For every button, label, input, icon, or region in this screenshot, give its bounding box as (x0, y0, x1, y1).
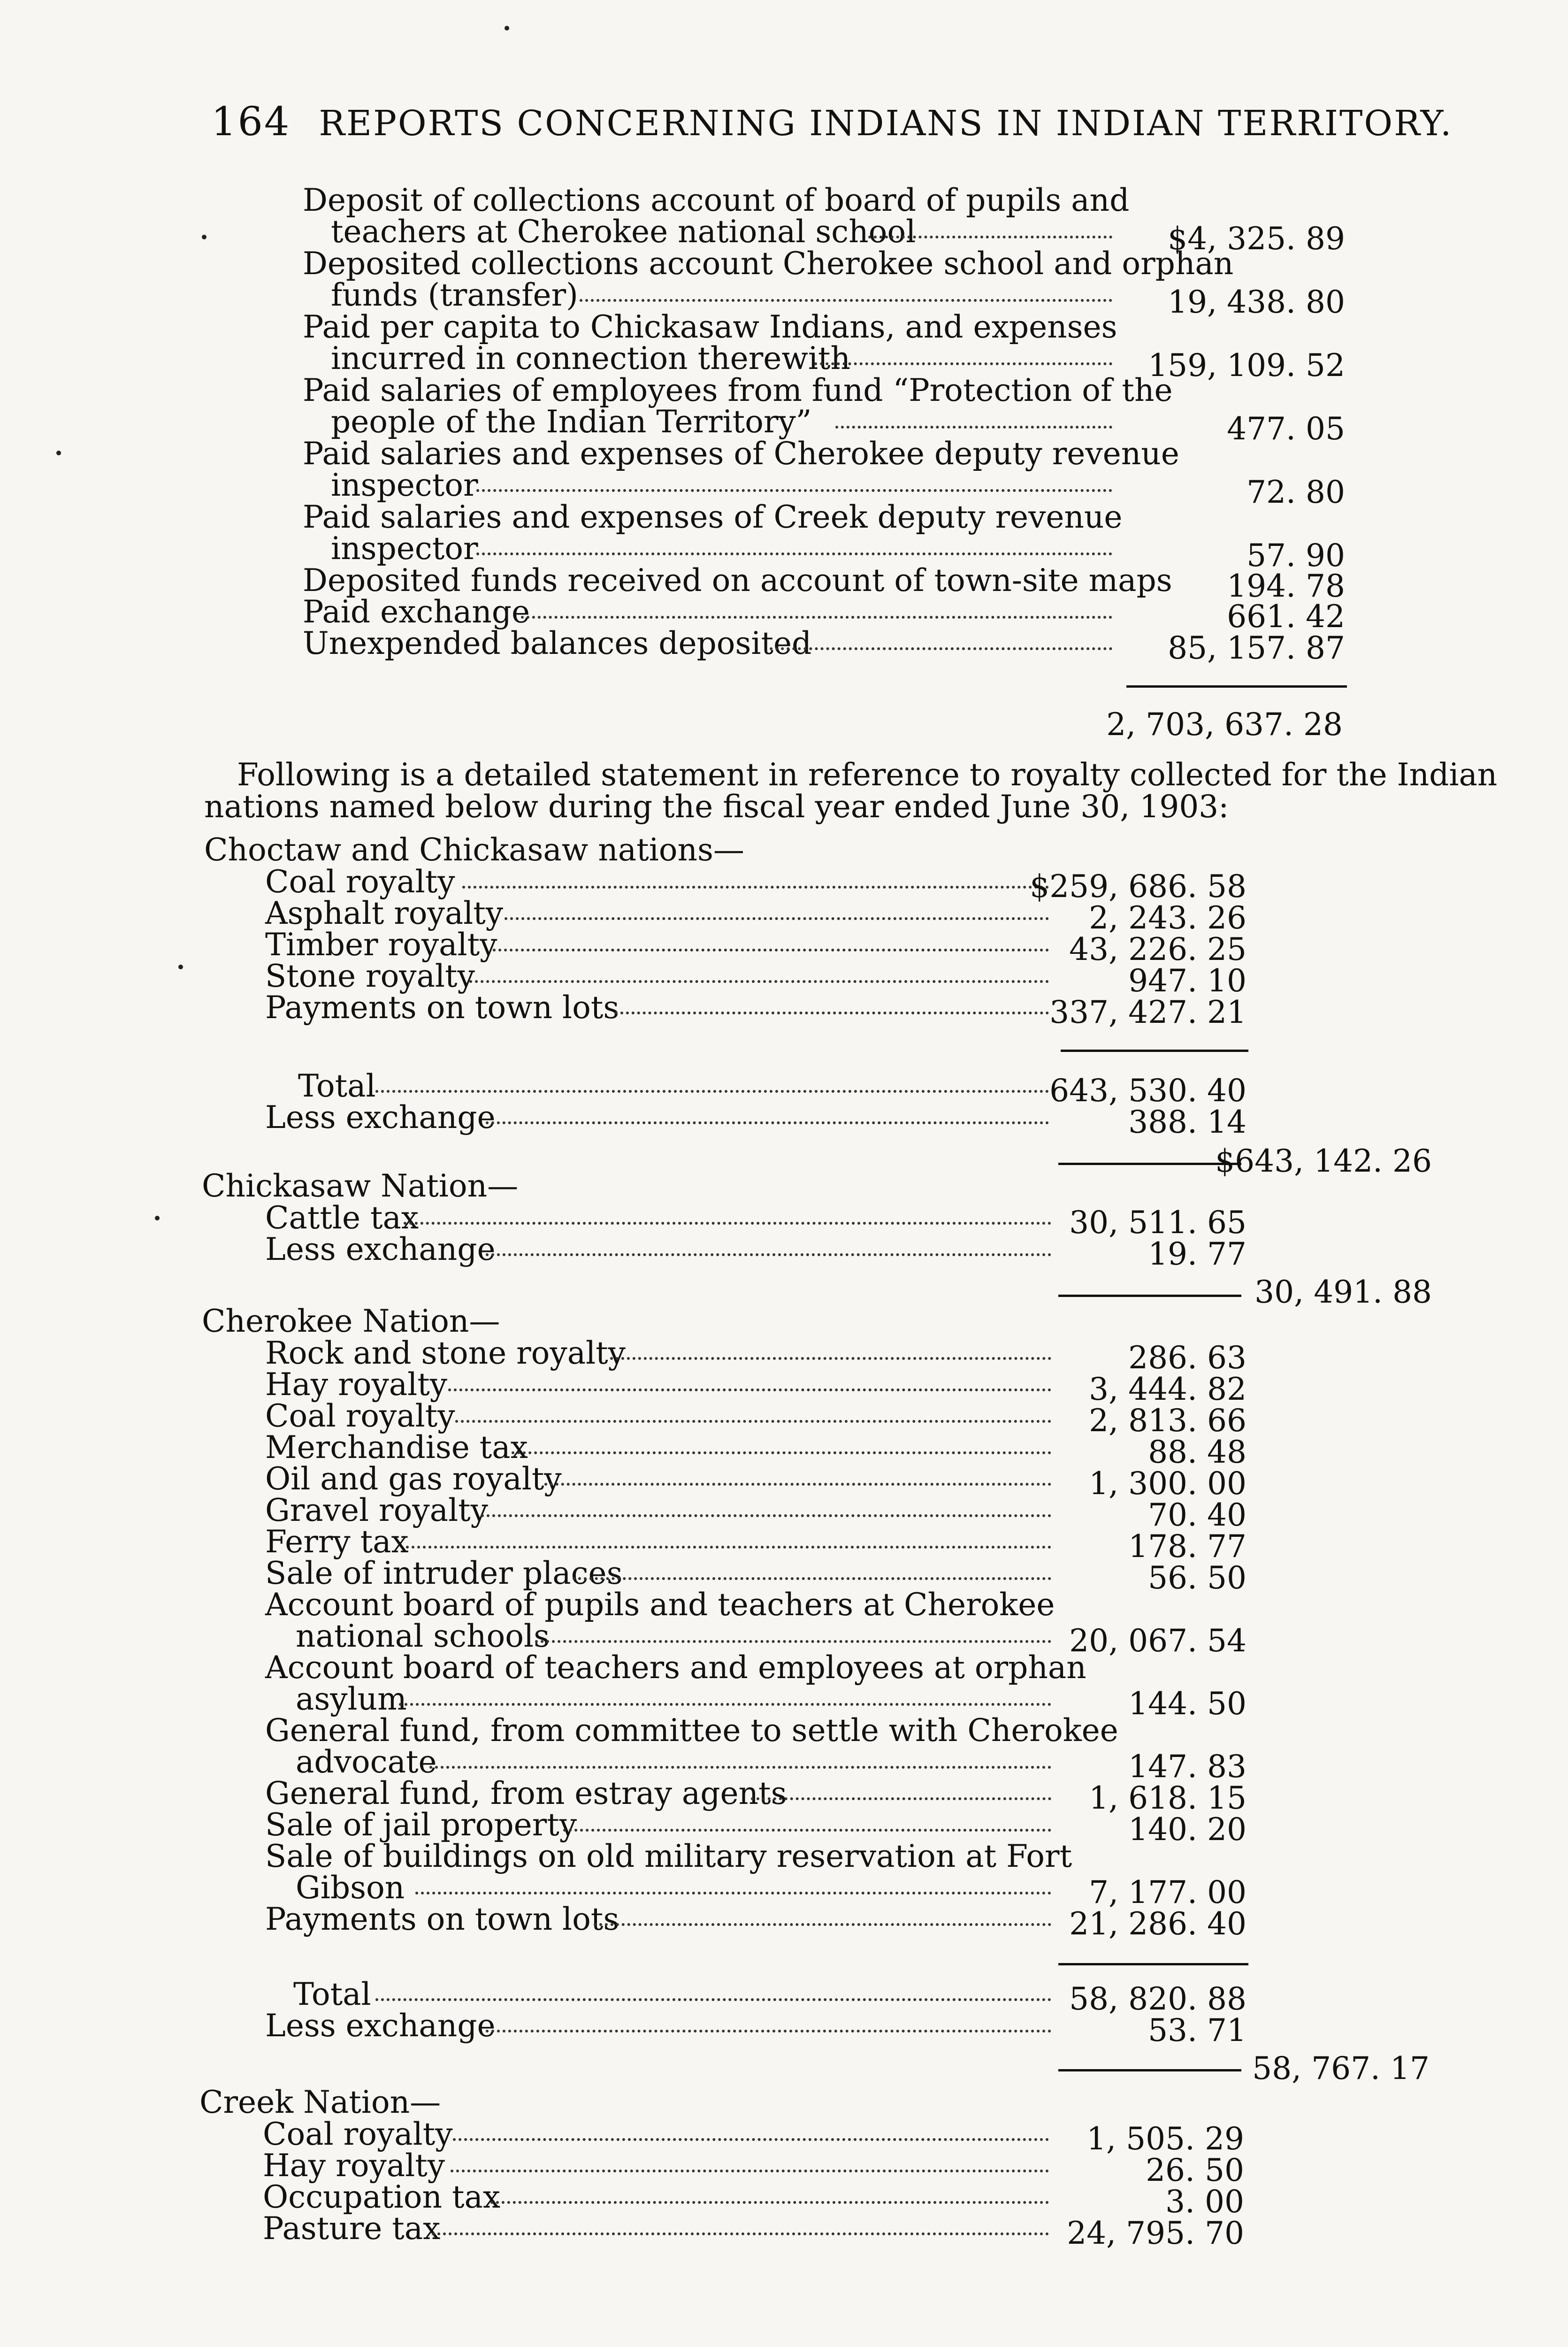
disb-5-amount: 72. 80 (1247, 474, 1345, 510)
cherokee-item-label: Ferry tax (265, 1524, 409, 1560)
creek-item-amount: 3. 00 (1165, 2184, 1244, 2220)
disb-8-amount: 661. 42 (1227, 598, 1345, 635)
disb-5-line1: Paid salaries and expenses of Cherokee deputy revenue (303, 436, 1179, 472)
chickasaw-item-amount: 30, 511. 65 (1069, 1204, 1247, 1241)
cherokee-item-amount: 1, 618. 15 (1089, 1780, 1247, 1816)
choctaw-item-label: Stone royalty (265, 958, 475, 994)
leader-dots (486, 1112, 1049, 1124)
choctaw-item-label: Asphalt royalty (265, 895, 504, 931)
sum-rule (1058, 1295, 1241, 1297)
cherokee-item-label: Account board of teachers and employees at orphan (265, 1649, 1086, 1686)
leader-dots (448, 1379, 1051, 1391)
cherokee-item-amount: 3, 444. 82 (1089, 1371, 1247, 1407)
choctaw-item-amount: 337, 427. 21 (1049, 994, 1247, 1030)
choctaw-item-amount: 2, 243. 26 (1089, 900, 1247, 936)
leader-dots (432, 2223, 1049, 2235)
cherokee-item-label-cont: national schools (296, 1618, 550, 1654)
sum-rule (1058, 1163, 1241, 1165)
disb-4-line2: people of the Indian Territory” (331, 404, 812, 440)
leader-dots (512, 1442, 1051, 1454)
cherokee-item-label-cont: advocate (296, 1744, 437, 1780)
cherokee-item-amount: 56. 50 (1148, 1560, 1247, 1596)
cherokee-total: 58, 820. 88 (1069, 1981, 1247, 2017)
disb-3-line2: incurred in connection therewith (331, 340, 850, 376)
leader-dots (610, 1348, 1051, 1360)
cherokee-total-label: Total (293, 1976, 371, 2012)
cherokee-less: 53. 71 (1148, 2012, 1247, 2048)
disb-6-line2: inspector (331, 530, 478, 567)
leader-dots (615, 1002, 1049, 1014)
disb-5-line2: inspector (331, 467, 478, 503)
leader-dots (814, 353, 1112, 365)
cherokee-item-amount: 88. 48 (1148, 1434, 1247, 1470)
chickasaw-item-label: Cattle tax (265, 1200, 419, 1236)
cherokee-item-label: Coal royalty (265, 1398, 455, 1434)
choctaw-total-label: Total (298, 1068, 376, 1104)
leader-dots (535, 1631, 1051, 1643)
sum-rule (1058, 1963, 1248, 1965)
print-speck (155, 1216, 160, 1220)
disb-7-amount: 194. 78 (1227, 568, 1345, 604)
cherokee-item-amount: 147. 83 (1128, 1749, 1247, 1785)
disb-2-amount: 19, 438. 80 (1168, 284, 1345, 320)
leader-dots (573, 1568, 1051, 1580)
leader-dots (544, 1473, 1051, 1486)
choctaw-total: 643, 530. 40 (1049, 1073, 1247, 1109)
creek-item-amount: 26. 50 (1146, 2152, 1244, 2188)
cherokee-item-label: General fund, from estray agents (265, 1775, 787, 1811)
choctaw-less-label: Less exchange (265, 1099, 496, 1135)
cherokee-item-label: Sale of jail property (265, 1807, 577, 1843)
leader-dots (429, 1756, 1051, 1769)
disb-2-line2: funds (transfer) (331, 277, 578, 313)
leader-dots (469, 971, 1049, 983)
choctaw-item-amount: $259, 686. 58 (1030, 868, 1247, 905)
leader-dots (462, 876, 1049, 889)
print-speck (505, 26, 509, 31)
leader-dots (451, 2160, 1049, 2172)
cherokee-item-amount: 2, 813. 66 (1089, 1403, 1247, 1439)
leader-dots (505, 908, 1049, 920)
choctaw-item-amount: 947. 10 (1128, 963, 1247, 999)
disb-6-amount: 57. 90 (1247, 537, 1345, 574)
leader-dots (453, 2129, 1049, 2141)
disb-6-line1: Paid salaries and expenses of Creek deputy revenue (303, 499, 1123, 535)
disb-3-amount: 159, 109. 52 (1148, 347, 1345, 383)
sum-rule (1126, 685, 1347, 688)
print-speck (56, 451, 61, 455)
creek-item-amount: 1, 505. 29 (1086, 2121, 1244, 2157)
cherokee-item-label: Sale of buildings on old military reservation at Fort (265, 1838, 1072, 1874)
cherokee-item-label-cont: asylum (296, 1681, 407, 1717)
cherokee-item-label: Rock and stone royalty (265, 1335, 626, 1371)
cherokee-item-amount: 1, 300. 00 (1089, 1465, 1247, 1502)
running-header (211, 99, 1453, 145)
leader-dots (486, 2020, 1051, 2033)
cherokee-item-label: Oil and gas royalty (265, 1461, 562, 1497)
sum-rule (1058, 2069, 1241, 2071)
leader-dots (375, 1081, 1049, 1093)
cherokee-item-label: Hay royalty (265, 1366, 448, 1403)
creek-item-label: Pasture tax (263, 2210, 441, 2247)
chickasaw-item-label: Less exchange (265, 1231, 496, 1267)
cherokee-less-label: Less exchange (265, 2008, 496, 2044)
leader-dots (415, 1882, 1051, 1894)
leader-dots (493, 939, 1049, 951)
choctaw-net: $643, 142. 26 (1215, 1143, 1432, 1179)
cherokee-item-amount: 178. 77 (1128, 1528, 1247, 1565)
disb-8-label: Paid exchange (303, 594, 530, 630)
leader-dots (835, 416, 1112, 429)
leader-dots (594, 1914, 1051, 1926)
leader-dots (563, 1819, 1051, 1832)
cherokee-item-label: Merchandise tax (265, 1429, 528, 1465)
creek-item-label: Occupation tax (263, 2179, 501, 2215)
disb-9-amount: 85, 157. 87 (1168, 630, 1345, 666)
cherokee-item-amount: 144. 50 (1128, 1686, 1247, 1722)
page-number: 164 (211, 99, 291, 145)
leader-dots (490, 2192, 1049, 2204)
cherokee-item-amount: 7, 177. 00 (1089, 1874, 1247, 1910)
cherokee-item-label-cont: Gibson (296, 1870, 405, 1906)
chickasaw-net: 30, 491. 88 (1254, 1274, 1432, 1310)
cherokee-heading: Cherokee Nation— (202, 1303, 500, 1339)
creek-item-amount: 24, 795. 70 (1067, 2215, 1244, 2251)
creek-heading: Creek Nation— (199, 2084, 441, 2120)
cherokee-net: 58, 767. 17 (1252, 2050, 1430, 2086)
leader-dots (399, 1694, 1051, 1706)
choctaw-item-amount: 43, 226. 25 (1069, 931, 1247, 967)
cherokee-item-label: Sale of intruder places (265, 1555, 623, 1591)
cherokee-item-amount: 140. 20 (1128, 1811, 1247, 1848)
sum-rule (1061, 1050, 1248, 1052)
leader-dots (455, 1411, 1051, 1423)
running-title: REPORTS CONCERNING INDIANS IN INDIAN TERRITORY. (319, 103, 1453, 144)
disb-3-line1: Paid per capita to Chickasaw Indians, and expenses (303, 309, 1117, 345)
cherokee-item-amount: 70. 40 (1148, 1497, 1247, 1533)
leader-dots (770, 638, 1112, 650)
disb-4-line1: Paid salaries of employees from fund “Protection of the (303, 372, 1173, 408)
cherokee-item-amount: 286. 63 (1128, 1340, 1247, 1376)
print-speck (178, 965, 183, 969)
cherokee-item-label: Gravel royalty (265, 1492, 488, 1528)
disb-2-line1: Deposited collections account Cherokee school and orphan (303, 245, 1234, 282)
leader-dots (406, 1536, 1051, 1549)
disb-1-amount: $4, 325. 89 (1168, 221, 1345, 257)
intro-line1: Following is a detailed statement in reference to royalty collected for the Indian (237, 757, 1498, 793)
disb-4-amount: 477. 05 (1227, 411, 1345, 447)
cherokee-item-amount: 21, 286. 40 (1069, 1906, 1247, 1942)
disbursements-total: 2, 703, 637. 28 (1106, 706, 1343, 743)
choctaw-item-label: Timber royalty (265, 927, 497, 963)
creek-item-label: Coal royalty (263, 2116, 453, 2152)
chickasaw-item-amount: 19. 77 (1148, 1236, 1247, 1272)
cherokee-item-label: Payments on town lots (265, 1901, 620, 1937)
cherokee-item-label: Account board of pupils and teachers at Cherokee (265, 1587, 1055, 1623)
leader-dots (476, 543, 1112, 555)
choctaw-less: 388. 14 (1128, 1104, 1247, 1140)
leader-dots (404, 1212, 1051, 1225)
leader-dots (476, 480, 1112, 492)
choctaw-heading: Choctaw and Chickasaw nations— (204, 832, 744, 868)
cherokee-item-amount: 20, 067. 54 (1069, 1623, 1247, 1659)
disb-9-label: Unexpended balances deposited (303, 625, 812, 661)
chickasaw-heading: Chickasaw Nation— (202, 1168, 519, 1204)
cherokee-item-label: General fund, from committee to settle with Cherokee (265, 1712, 1118, 1749)
leader-dots (580, 290, 1112, 302)
leader-dots (521, 606, 1112, 619)
leader-dots (868, 226, 1112, 238)
print-speck (202, 235, 207, 239)
disb-1-line2: teachers at Cherokee national school (331, 214, 916, 250)
creek-item-label: Hay royalty (263, 2148, 445, 2184)
disb-1-line1: Deposit of collections account of board of pupils and (303, 182, 1130, 218)
intro-line2: nations named below during the fiscal year ended June 30, 1903: (204, 789, 1229, 825)
leader-dots (481, 1505, 1051, 1517)
leader-dots (375, 1989, 1051, 2001)
leader-dots (751, 1788, 1051, 1800)
leader-dots (486, 1244, 1051, 1256)
choctaw-item-label: Payments on town lots (265, 989, 620, 1026)
choctaw-item-label: Coal royalty (265, 864, 455, 900)
disb-7-label: Deposited funds received on account of town-site maps (303, 562, 1172, 598)
